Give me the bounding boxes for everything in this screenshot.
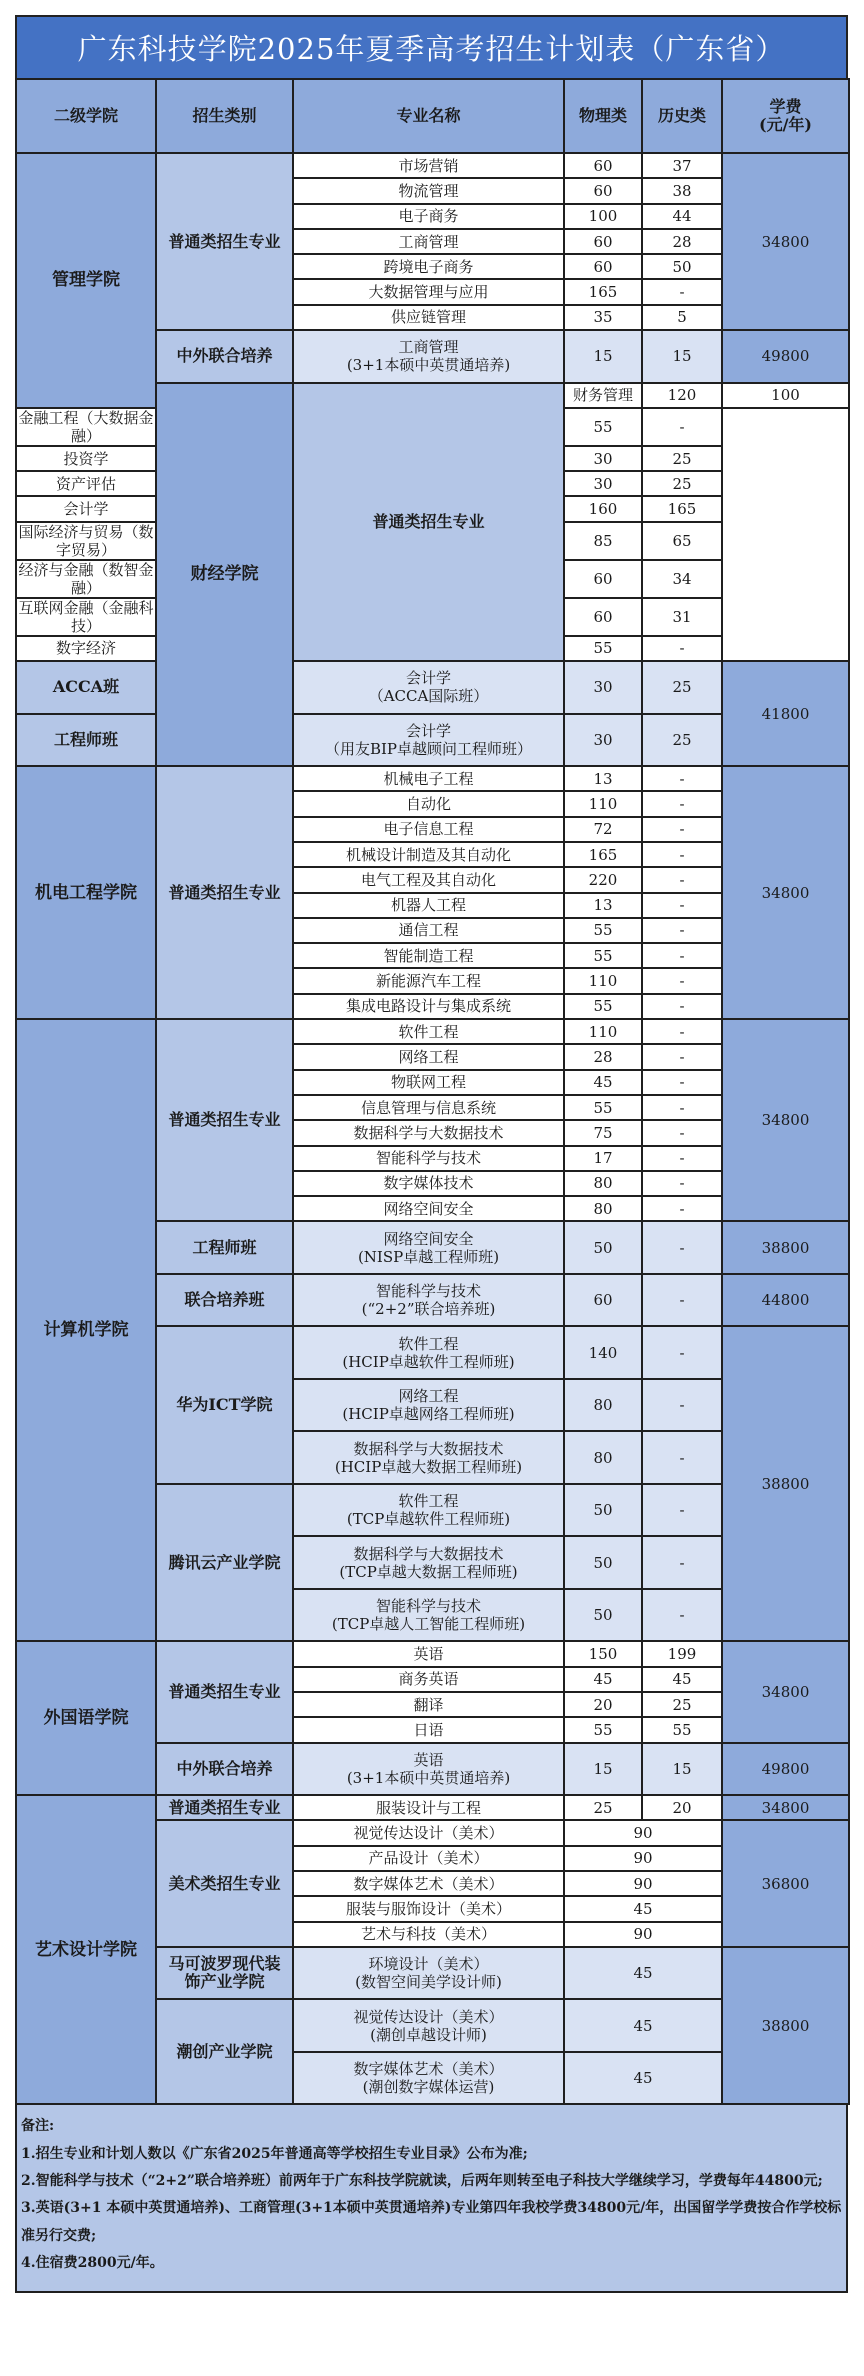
physics-cell: 160 xyxy=(564,496,642,521)
major-cell: 供应链管理 xyxy=(293,305,564,330)
history-cell: - xyxy=(642,994,722,1019)
page-title: 广东科技学院2025年夏季高考招生计划表（广东省） xyxy=(15,15,848,78)
major-cell: 经济与金融（数智金融） xyxy=(16,560,156,598)
physics-cell: 45 xyxy=(564,1070,642,1095)
physics-cell: 28 xyxy=(564,1044,642,1069)
history-cell: 100 xyxy=(722,383,849,408)
major-cell: 产品设计（美术） xyxy=(293,1846,564,1871)
major-cell: 翻译 xyxy=(293,1692,564,1717)
history-cell: 25 xyxy=(642,471,722,496)
physics-cell: 30 xyxy=(564,714,642,767)
history-cell: 38 xyxy=(642,178,722,203)
remarks-heading: 备注: xyxy=(21,2118,55,2135)
history-cell: - xyxy=(642,867,722,892)
history-cell: - xyxy=(642,408,722,446)
major-note: (“2+2”联合培养班) xyxy=(361,1300,496,1319)
major-cell xyxy=(293,1743,564,1796)
major-cell: 艺术与科技（美术） xyxy=(293,1922,564,1947)
history-cell: 31 xyxy=(642,598,722,636)
major-name: 工商管理 xyxy=(398,338,459,357)
history-cell: - xyxy=(642,842,722,867)
header-major: 专业名称 xyxy=(293,79,564,153)
category-cell: 中外联合培养 xyxy=(156,330,293,383)
major-cell: 跨境电子商务 xyxy=(293,254,564,279)
major-name: 数据科学与大数据技术 xyxy=(353,1544,504,1563)
physics-cell: 60 xyxy=(564,1274,642,1327)
remarks-line: 1.招生专业和计划人数以《广东省2025年普通高等学校招生专业目录》公布为准; xyxy=(21,2145,528,2162)
physics-cell: 55 xyxy=(564,943,642,968)
major-cell: 日语 xyxy=(293,1717,564,1742)
history-cell: 34 xyxy=(642,560,722,598)
header-category: 招生类别 xyxy=(156,79,293,153)
category-cell: 普通类招生专业 xyxy=(156,1795,293,1820)
history-cell: - xyxy=(642,636,722,661)
history-cell: 25 xyxy=(642,1692,722,1717)
category-cell: 中外联合培养 xyxy=(156,1743,293,1796)
major-cell: 物联网工程 xyxy=(293,1070,564,1095)
physics-cell: 220 xyxy=(564,867,642,892)
header-history: 历史类 xyxy=(642,79,722,153)
physics-cell: 13 xyxy=(564,893,642,918)
major-cell xyxy=(293,2052,564,2105)
physics-cell: 75 xyxy=(564,1120,642,1145)
history-cell: - xyxy=(642,1326,722,1379)
fee-cell: 41800 xyxy=(722,661,849,766)
major-cell: 自动化 xyxy=(293,791,564,816)
fee-cell: 49800 xyxy=(722,1743,849,1796)
major-note: (3+1本硕中英贯通培养) xyxy=(346,1768,511,1787)
major-cell: 电子商务 xyxy=(293,204,564,229)
history-cell: - xyxy=(642,1274,722,1327)
category-cell: 普通类招生专业 xyxy=(293,383,564,661)
college-cell: 管理学院 xyxy=(16,153,156,408)
major-cell: 网络空间安全 xyxy=(293,1196,564,1221)
major-name: 数字媒体艺术（美术） xyxy=(353,2060,504,2079)
major-cell: 商务英语 xyxy=(293,1667,564,1692)
major-name: 网络工程 xyxy=(398,1387,459,1406)
fee-cell: 36800 xyxy=(722,1820,849,1946)
category-cell: ACCA班 xyxy=(16,661,156,714)
history-cell: - xyxy=(642,968,722,993)
major-note: (潮创卓越设计师) xyxy=(370,2025,487,2044)
major-cell: 通信工程 xyxy=(293,918,564,943)
major-cell: 电气工程及其自动化 xyxy=(293,867,564,892)
physics-cell: 60 xyxy=(564,153,642,178)
fee-cell: 44800 xyxy=(722,1274,849,1327)
physics-cell: 30 xyxy=(564,471,642,496)
major-cell: 物流管理 xyxy=(293,178,564,203)
history-cell: - xyxy=(642,1120,722,1145)
history-cell: - xyxy=(642,893,722,918)
history-cell: - xyxy=(642,1019,722,1044)
major-cell: 金融工程（大数据金融） xyxy=(16,408,156,446)
major-note: （用友BIP卓越顾问工程师班） xyxy=(324,739,533,758)
physics-cell: 165 xyxy=(564,842,642,867)
fee-cell: 38800 xyxy=(722,1221,849,1274)
physics-cell: 20 xyxy=(564,1692,642,1717)
major-cell: 网络工程 xyxy=(293,1044,564,1069)
major-cell: 投资学 xyxy=(16,446,156,471)
category-cell xyxy=(156,1947,293,2000)
history-cell: 45 xyxy=(642,1667,722,1692)
major-cell: 智能科学与技术 xyxy=(293,1146,564,1171)
history-cell: 25 xyxy=(642,661,722,714)
total-cell: 90 xyxy=(564,1871,722,1896)
history-cell: 15 xyxy=(642,1743,722,1796)
major-name: 环境设计（美术） xyxy=(368,1955,489,1974)
category-cell: 潮创产业学院 xyxy=(156,1999,293,2104)
total-cell: 45 xyxy=(564,1896,722,1921)
major-note: (HCIP卓越软件工程师班) xyxy=(342,1352,515,1371)
table-row xyxy=(16,1795,849,1820)
enrollment-plan-document xyxy=(15,15,848,2293)
fee-cell: 38800 xyxy=(722,1947,849,2105)
header-fee-label: 学费 xyxy=(769,97,802,116)
history-cell: - xyxy=(642,791,722,816)
fee-cell: 34800 xyxy=(722,153,849,330)
physics-cell: 15 xyxy=(564,1743,642,1796)
major-note: (TCP卓越软件工程师班) xyxy=(346,1510,511,1529)
history-cell: - xyxy=(642,1146,722,1171)
category-cell: 华为ICT学院 xyxy=(156,1326,293,1484)
major-name: 软件工程 xyxy=(398,1492,459,1511)
history-cell: - xyxy=(642,1044,722,1069)
history-cell: - xyxy=(642,1589,722,1642)
major-cell xyxy=(293,1999,564,2052)
physics-cell: 110 xyxy=(564,968,642,993)
history-cell: - xyxy=(642,1070,722,1095)
history-cell: - xyxy=(642,1196,722,1221)
enrollment-table xyxy=(15,78,850,2105)
history-cell: - xyxy=(642,817,722,842)
history-cell: - xyxy=(642,943,722,968)
history-cell: 15 xyxy=(642,330,722,383)
category-cell: 普通类招生专业 xyxy=(156,1641,293,1742)
physics-cell: 55 xyxy=(564,636,642,661)
physics-cell: 15 xyxy=(564,330,642,383)
major-cell: 数字媒体技术 xyxy=(293,1171,564,1196)
physics-cell: 120 xyxy=(642,383,722,408)
major-cell xyxy=(293,330,564,383)
major-note: (3+1本硕中英贯通培养) xyxy=(346,356,511,375)
fee-cell: 49800 xyxy=(722,330,849,383)
physics-cell: 50 xyxy=(564,1589,642,1642)
category-cell: 美术类招生专业 xyxy=(156,1820,293,1946)
major-cell xyxy=(293,661,564,714)
physics-cell: 60 xyxy=(564,229,642,254)
physics-cell: 50 xyxy=(564,1536,642,1589)
physics-cell: 55 xyxy=(564,408,642,446)
physics-cell: 72 xyxy=(564,817,642,842)
category-line: 饰产业学院 xyxy=(184,1972,265,1992)
history-cell: - xyxy=(642,1095,722,1120)
physics-cell: 85 xyxy=(564,522,642,560)
major-cell: 服装与服饰设计（美术） xyxy=(293,1896,564,1921)
history-cell: 25 xyxy=(642,714,722,767)
fee-cell: 34800 xyxy=(722,1641,849,1742)
history-cell: - xyxy=(642,279,722,304)
major-cell: 机械设计制造及其自动化 xyxy=(293,842,564,867)
major-cell: 集成电路设计与集成系统 xyxy=(293,994,564,1019)
major-cell: 服装设计与工程 xyxy=(293,1795,564,1820)
major-cell: 会计学 xyxy=(16,496,156,521)
category-cell: 普通类招生专业 xyxy=(156,766,293,1019)
physics-cell: 55 xyxy=(564,994,642,1019)
history-cell: - xyxy=(642,1536,722,1589)
history-cell: 25 xyxy=(642,446,722,471)
history-cell: 65 xyxy=(642,522,722,560)
total-cell: 90 xyxy=(564,1820,722,1845)
physics-cell: 30 xyxy=(564,446,642,471)
header-fee-unit: (元/年) xyxy=(759,115,812,134)
physics-cell: 60 xyxy=(564,254,642,279)
header-college: 二级学院 xyxy=(16,79,156,153)
history-cell: - xyxy=(642,1171,722,1196)
category-cell: 工程师班 xyxy=(156,1221,293,1274)
category-cell: 工程师班 xyxy=(16,714,156,767)
major-name: 软件工程 xyxy=(398,1334,459,1353)
major-name: 英语 xyxy=(413,1750,444,1769)
major-name: 会计学 xyxy=(405,669,451,688)
major-cell xyxy=(293,1431,564,1484)
major-cell: 数字经济 xyxy=(16,636,156,661)
history-cell: 37 xyxy=(642,153,722,178)
major-cell xyxy=(293,1326,564,1379)
physics-cell: 17 xyxy=(564,1146,642,1171)
fee-cell: 34800 xyxy=(722,1795,849,1820)
major-note: (数智空间美学设计师) xyxy=(355,1973,502,1992)
history-cell: 165 xyxy=(642,496,722,521)
history-cell: - xyxy=(642,1379,722,1432)
major-cell: 机械电子工程 xyxy=(293,766,564,791)
major-note: (HCIP卓越网络工程师班) xyxy=(342,1405,515,1424)
history-cell: 50 xyxy=(642,254,722,279)
major-cell xyxy=(293,1484,564,1537)
header-physics: 物理类 xyxy=(564,79,642,153)
fee-cell: 34800 xyxy=(722,1019,849,1221)
physics-cell: 55 xyxy=(564,918,642,943)
category-cell: 普通类招生专业 xyxy=(156,1019,293,1221)
major-cell: 智能制造工程 xyxy=(293,943,564,968)
total-cell: 45 xyxy=(564,2052,722,2105)
physics-cell: 55 xyxy=(564,1095,642,1120)
physics-cell: 100 xyxy=(564,204,642,229)
remarks-line: 2.智能科学与技术（“2+2”联合培养班）前两年于广东科技学院就读，后两年则转至电子科技大学继续学习，学费每年44800元; xyxy=(21,2172,823,2189)
history-cell: 5 xyxy=(642,305,722,330)
major-cell: 资产评估 xyxy=(16,471,156,496)
category-line: 马可波罗现代装 xyxy=(168,1954,281,1974)
major-cell: 财务管理 xyxy=(564,383,642,408)
major-cell: 电子信息工程 xyxy=(293,817,564,842)
major-cell: 互联网金融（金融科技） xyxy=(16,598,156,636)
total-cell: 45 xyxy=(564,1947,722,2000)
major-name: 视觉传达设计（美术） xyxy=(353,2007,504,2026)
category-cell: 联合培养班 xyxy=(156,1274,293,1327)
history-cell: - xyxy=(642,1431,722,1484)
total-cell: 90 xyxy=(564,1922,722,1947)
category-cell: 腾讯云产业学院 xyxy=(156,1484,293,1642)
physics-cell: 25 xyxy=(564,1795,642,1820)
major-cell: 信息管理与信息系统 xyxy=(293,1095,564,1120)
history-cell: 199 xyxy=(642,1641,722,1666)
college-cell: 机电工程学院 xyxy=(16,766,156,1019)
major-note: (NISP卓越工程师班) xyxy=(357,1247,500,1266)
major-cell: 大数据管理与应用 xyxy=(293,279,564,304)
major-name: 会计学 xyxy=(405,721,451,740)
physics-cell: 50 xyxy=(564,1221,642,1274)
history-cell: 20 xyxy=(642,1795,722,1820)
physics-cell: 150 xyxy=(564,1641,642,1666)
college-cell: 外国语学院 xyxy=(16,1641,156,1795)
college-cell: 计算机学院 xyxy=(16,1019,156,1641)
remarks-line: 4.住宿费2800元/年。 xyxy=(21,2254,164,2271)
physics-cell: 13 xyxy=(564,766,642,791)
total-cell: 45 xyxy=(564,1999,722,2052)
major-cell xyxy=(293,1221,564,1274)
major-cell: 工商管理 xyxy=(293,229,564,254)
major-note: (TCP卓越大数据工程师班) xyxy=(339,1562,518,1581)
physics-cell: 80 xyxy=(564,1379,642,1432)
physics-cell: 80 xyxy=(564,1196,642,1221)
history-cell: - xyxy=(642,766,722,791)
physics-cell: 60 xyxy=(564,560,642,598)
major-note: (HCIP卓越大数据工程师班) xyxy=(334,1457,523,1476)
table-row xyxy=(16,1641,849,1666)
fee-cell: 38800 xyxy=(722,1326,849,1641)
table-header-row xyxy=(16,79,849,153)
major-cell xyxy=(293,1274,564,1327)
major-note: （ACCA国际班） xyxy=(368,687,489,706)
fee-cell: 34800 xyxy=(722,766,849,1019)
physics-cell: 165 xyxy=(564,279,642,304)
history-cell: - xyxy=(642,1484,722,1537)
physics-cell: 45 xyxy=(564,1667,642,1692)
history-cell: 44 xyxy=(642,204,722,229)
major-cell: 软件工程 xyxy=(293,1019,564,1044)
physics-cell: 60 xyxy=(564,598,642,636)
major-note: (TCP卓越人工智能工程师班) xyxy=(331,1615,526,1634)
major-name: 智能科学与技术 xyxy=(375,1282,481,1301)
major-cell: 市场营销 xyxy=(293,153,564,178)
remarks-line: 3.英语(3+1 本硕中英贯通培养)、工商管理(3+1本硕中英贯通培养)专业第四年我校学费34800元/年，出国留学学费按合作学校标准另行交费; xyxy=(21,2200,842,2244)
major-cell: 新能源汽车工程 xyxy=(293,968,564,993)
physics-cell: 110 xyxy=(564,1019,642,1044)
major-cell: 数字媒体艺术（美术） xyxy=(293,1871,564,1896)
history-cell: 55 xyxy=(642,1717,722,1742)
major-cell: 国际经济与贸易（数字贸易） xyxy=(16,522,156,560)
major-name: 智能科学与技术 xyxy=(375,1597,481,1616)
table-row xyxy=(16,766,849,791)
physics-cell: 55 xyxy=(564,1717,642,1742)
physics-cell: 80 xyxy=(564,1431,642,1484)
total-cell: 90 xyxy=(564,1846,722,1871)
major-cell xyxy=(293,714,564,767)
header-fee xyxy=(722,79,849,153)
college-cell: 艺术设计学院 xyxy=(16,1795,156,2104)
history-cell: - xyxy=(642,1221,722,1274)
physics-cell: 140 xyxy=(564,1326,642,1379)
category-cell: 普通类招生专业 xyxy=(156,153,293,330)
major-cell: 数据科学与大数据技术 xyxy=(293,1120,564,1145)
major-cell xyxy=(293,1947,564,2000)
table-row xyxy=(16,1019,849,1044)
major-note: (潮创数字媒体运营) xyxy=(362,2078,495,2097)
physics-cell: 80 xyxy=(564,1171,642,1196)
major-cell: 英语 xyxy=(293,1641,564,1666)
physics-cell: 110 xyxy=(564,791,642,816)
history-cell: - xyxy=(642,918,722,943)
major-name: 网络空间安全 xyxy=(383,1229,474,1248)
physics-cell: 35 xyxy=(564,305,642,330)
remarks-box xyxy=(15,2105,848,2293)
table-row xyxy=(16,661,849,714)
major-cell: 机器人工程 xyxy=(293,893,564,918)
history-cell: 28 xyxy=(642,229,722,254)
major-cell xyxy=(293,1536,564,1589)
major-cell xyxy=(293,1379,564,1432)
major-cell: 视觉传达设计（美术） xyxy=(293,1820,564,1845)
physics-cell: 60 xyxy=(564,178,642,203)
college-cell: 财经学院 xyxy=(156,383,293,766)
major-name: 数据科学与大数据技术 xyxy=(353,1439,504,1458)
table-row xyxy=(16,153,849,178)
physics-cell: 30 xyxy=(564,661,642,714)
physics-cell: 50 xyxy=(564,1484,642,1537)
major-cell xyxy=(293,1589,564,1642)
